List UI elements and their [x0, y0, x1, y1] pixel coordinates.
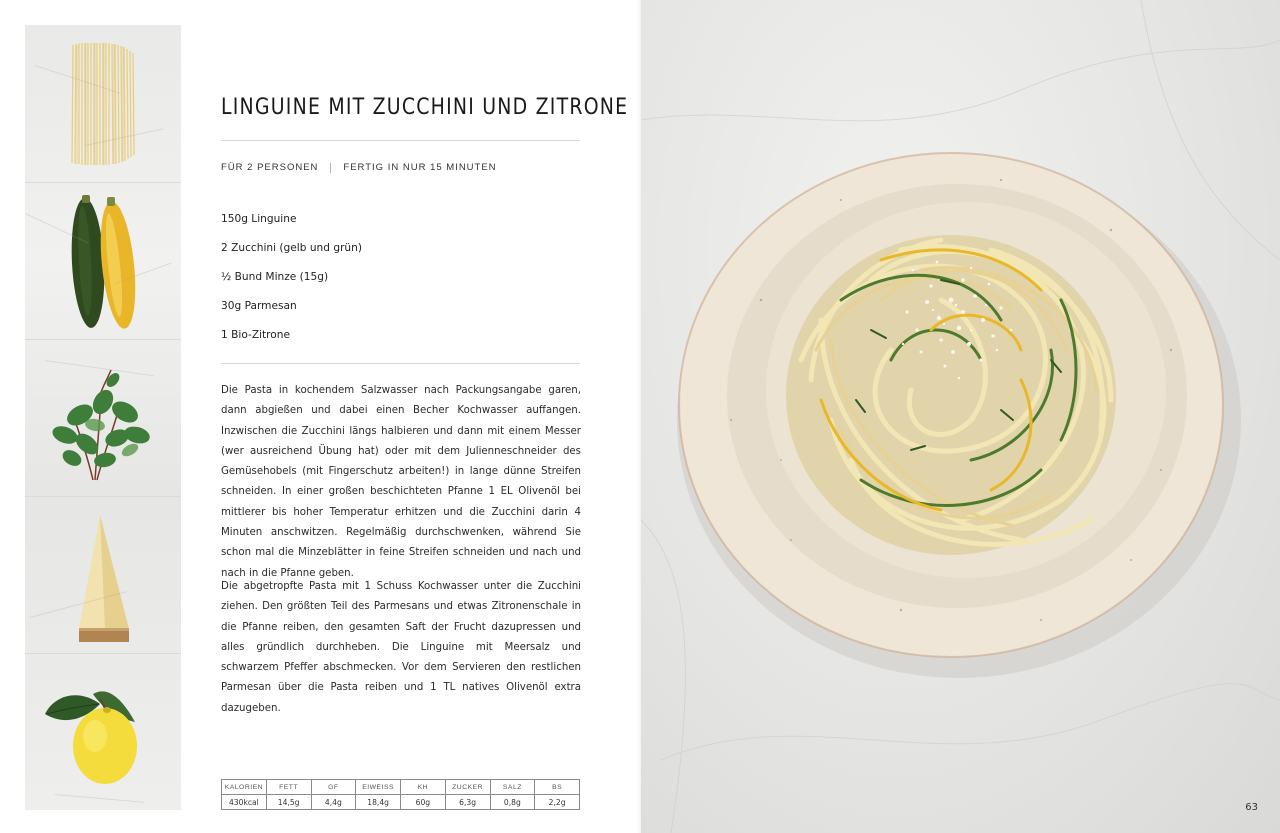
ingredient-item: 1 Bio-Zitrone [221, 329, 291, 341]
ingredient-item: 2 Zucchini (gelb und grün) [221, 242, 362, 254]
recipe-meta [221, 162, 497, 173]
ingredient-item: 150g Linguine [221, 213, 297, 225]
zucchini-pair-icon [25, 183, 181, 338]
parmesan-wedge-icon [25, 497, 181, 652]
nutrition-value: 6,3g [445, 795, 490, 810]
page-number: 63 [1245, 802, 1258, 813]
nutrition-value: 60g [401, 795, 446, 810]
recipe-title: LINGUINE MIT ZUCCHINI UND ZITRONE [221, 95, 629, 120]
mint-panel [25, 339, 181, 495]
nutrition-value: 14,5g [266, 795, 311, 810]
ingredient-list [221, 212, 561, 357]
nutrition-value: 2,2g [535, 795, 580, 810]
nutrition-value: 18,4g [356, 795, 401, 810]
lemon-panel [25, 653, 181, 809]
parmesan-panel [25, 496, 181, 652]
ingredients-divider [221, 363, 580, 364]
nutrition-header-row [222, 780, 580, 795]
nutrition-header: SALZ [490, 780, 535, 795]
nutrition-header: BS [535, 780, 580, 795]
nutrition-value: 0,8g [490, 795, 535, 810]
ingredient-item: ½ Bund Minze (15g) [221, 271, 329, 283]
linguine-bundle-icon [25, 25, 181, 181]
nutrition-table [221, 779, 580, 810]
nutrition-value: 4,4g [311, 795, 356, 810]
mint-bunch-icon [25, 340, 181, 495]
linguine-panel [25, 25, 181, 181]
method-paragraph: Die Pasta in kochendem Salzwasser nach Packungsangabe garen, dann abgießen und dabei einen Becher Kochwasser auffangen. Inzwischen die Zucchini längs halbieren und dann mit einem Messer (wer ausreichend Übung hat) oder mit dem Julienneschneider des Gemüsehobels (mit Fingerschutz arbeiten!) in lange dünne Streifen schneiden. In einer großen beschichteten Pfanne 1 EL Olivenöl bei mittlerer bis hoher Temperatur erhitzen und die Zucchini darin 4 Minuten anschwitzen. Regelmäßig durchschwenken, während Sie schon mal die Minzeblätter in feine Streifen schneiden und nach und nach in die Pfanne geben. [221, 385, 581, 579]
nutrition-header: FETT [266, 780, 311, 795]
lemon-with-leaves-icon [25, 654, 181, 809]
nutrition-header: KH [401, 780, 446, 795]
dish-photo-page [641, 0, 1280, 833]
zucchini-panel [25, 182, 181, 338]
title-divider [221, 140, 580, 141]
nutrition-value-row [222, 795, 580, 810]
nutrition-header: EIWEISS [356, 780, 401, 795]
nutrition-header: ZUCKER [445, 780, 490, 795]
ingredient-item: 30g Parmesan [221, 300, 297, 312]
method-paragraph: Die abgetropfte Pasta mit 1 Schuss Kochwasser unter die Zucchini ziehen. Den größten Teil des Parmesans und etwas Zitronenschale in die Pfanne reiben, den gesamten Saft der Frucht dazupressen und alles gründlich durchheben. Die Linguine mit Meersalz und schwarzem Pfeffer abschmecken. Vor dem Servieren den restlichen Parmesan über die Pasta reiben und 1 TL natives Olivenöl extra dazugeben. [221, 581, 581, 714]
nutrition-header: GF [311, 780, 356, 795]
meta-separator [330, 163, 331, 173]
time-label: FERTIG IN NUR 15 MINUTEN [343, 162, 497, 173]
pasta-bowl-photo [641, 0, 1280, 833]
ingredient-photo-strip [25, 25, 181, 810]
nutrition-value: 430kcal [222, 795, 267, 810]
servings-label: FÜR 2 PERSONEN [221, 162, 319, 173]
nutrition-header: KALORIEN [222, 780, 267, 795]
